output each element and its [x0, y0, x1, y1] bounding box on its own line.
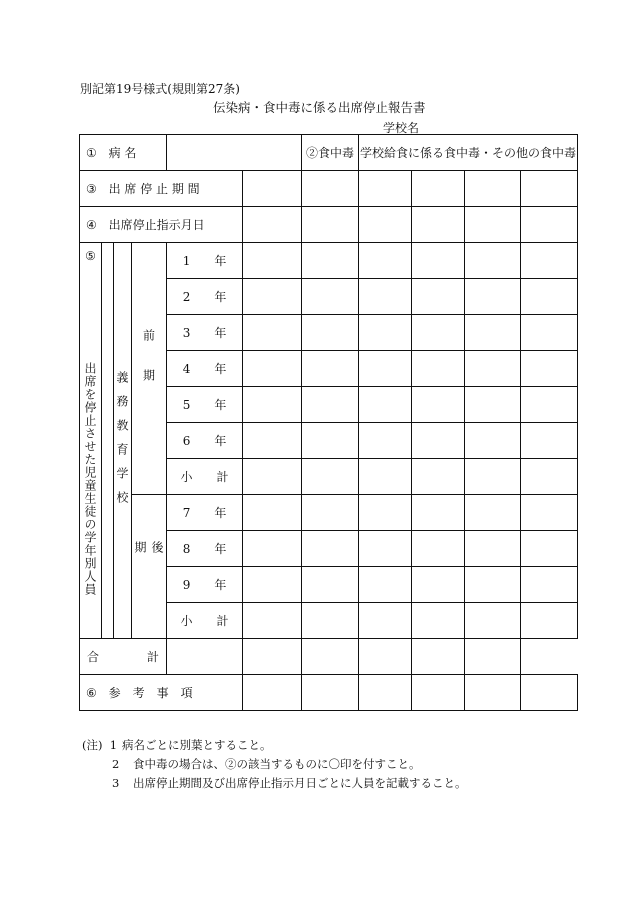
data-cell[interactable]: [243, 351, 302, 387]
data-cell[interactable]: [521, 495, 578, 531]
students-by-grade-label: 出席を停止させた児童生徒の学年別人員: [83, 362, 97, 596]
data-cell[interactable]: [243, 171, 302, 207]
data-cell[interactable]: [359, 171, 412, 207]
data-cell[interactable]: [302, 315, 359, 351]
food-poisoning-label: ②食中毒: [302, 135, 359, 171]
subtotal-label: 小 計: [167, 603, 243, 639]
row-suspension-period: [80, 171, 578, 207]
row-number: ③: [86, 182, 97, 196]
data-cell[interactable]: [465, 279, 521, 315]
grade-label: 3 年: [167, 315, 243, 351]
row-total: [80, 639, 578, 675]
grade-label: 4 年: [167, 351, 243, 387]
data-cell[interactable]: [465, 603, 521, 639]
data-cell[interactable]: [412, 495, 465, 531]
section-five-cell: [80, 243, 102, 639]
data-cell[interactable]: [465, 459, 521, 495]
data-cell[interactable]: [412, 387, 465, 423]
row-remarks: [80, 675, 578, 711]
data-cell[interactable]: [465, 639, 521, 675]
data-cell[interactable]: [359, 315, 412, 351]
food-poisoning-type-label: 学校給食に係る食中毒・その他の食中毒: [359, 135, 578, 171]
data-cell[interactable]: [359, 567, 412, 603]
data-cell[interactable]: [465, 495, 521, 531]
data-cell[interactable]: [243, 207, 302, 243]
school-type-cell: [114, 243, 132, 639]
note-number: 3: [112, 776, 120, 790]
second-half-cell: [132, 495, 167, 639]
row-disease-name: [80, 135, 578, 171]
data-cell[interactable]: [412, 315, 465, 351]
note-item: [82, 736, 466, 755]
grade-label: 8 年: [167, 531, 243, 567]
data-cell[interactable]: [243, 531, 302, 567]
data-cell[interactable]: [412, 243, 465, 279]
row-number: ①: [86, 146, 97, 160]
data-cell[interactable]: [465, 243, 521, 279]
data-cell[interactable]: [243, 567, 302, 603]
data-cell[interactable]: [243, 675, 302, 711]
data-cell[interactable]: [302, 567, 359, 603]
disease-name-input[interactable]: [167, 135, 302, 171]
row-suspension-date: [80, 207, 578, 243]
data-cell[interactable]: [243, 279, 302, 315]
row-number: ⑤: [85, 249, 96, 263]
data-cell[interactable]: [412, 423, 465, 459]
page-title: 伝染病・食中毒に係る出席停止報告書: [213, 100, 426, 115]
data-cell[interactable]: [359, 675, 412, 711]
data-cell[interactable]: [359, 207, 412, 243]
notes: [82, 736, 466, 793]
data-cell[interactable]: [521, 567, 578, 603]
data-cell[interactable]: [359, 351, 412, 387]
row-number: ④: [86, 218, 97, 232]
data-cell[interactable]: [302, 171, 359, 207]
data-cell[interactable]: [302, 243, 359, 279]
data-cell[interactable]: [302, 351, 359, 387]
first-half-label: 前期: [141, 328, 156, 409]
note-item: [82, 755, 466, 774]
data-cell[interactable]: [302, 675, 359, 711]
disease-name-label: 病 名: [108, 146, 137, 160]
data-cell[interactable]: [465, 315, 521, 351]
grade-label: 6 年: [167, 423, 243, 459]
grade-label: 5 年: [167, 387, 243, 423]
note-number: 2: [112, 757, 120, 771]
row-grade: [80, 243, 578, 279]
data-cell[interactable]: [521, 351, 578, 387]
data-cell[interactable]: [412, 567, 465, 603]
data-cell[interactable]: [465, 531, 521, 567]
data-cell[interactable]: [302, 495, 359, 531]
data-cell[interactable]: [302, 423, 359, 459]
data-cell[interactable]: [521, 459, 578, 495]
total-label: 合 計: [80, 639, 167, 675]
grade-label: 1 年: [167, 243, 243, 279]
row-number: ⑥: [86, 686, 97, 700]
data-cell[interactable]: [412, 675, 465, 711]
data-cell[interactable]: [412, 639, 465, 675]
data-cell[interactable]: [359, 531, 412, 567]
data-cell[interactable]: [521, 315, 578, 351]
data-cell[interactable]: [359, 639, 412, 675]
data-cell[interactable]: [359, 279, 412, 315]
data-cell[interactable]: [302, 279, 359, 315]
data-cell[interactable]: [465, 423, 521, 459]
data-cell[interactable]: [412, 279, 465, 315]
note-text: 出席停止期間及び出席停止指示月日ごとに人員を記載すること。: [132, 776, 467, 790]
data-cell[interactable]: [465, 567, 521, 603]
data-cell[interactable]: [521, 207, 578, 243]
second-half-label: 後期: [133, 540, 164, 593]
note-text: 病名ごとに別葉とすること。: [122, 738, 272, 752]
data-cell[interactable]: [167, 639, 243, 675]
data-cell[interactable]: [359, 387, 412, 423]
data-cell[interactable]: [465, 207, 521, 243]
subtotal-label: 小 計: [167, 459, 243, 495]
data-cell[interactable]: [243, 243, 302, 279]
data-cell[interactable]: [521, 243, 578, 279]
data-cell[interactable]: [412, 459, 465, 495]
data-cell[interactable]: [302, 639, 359, 675]
data-cell[interactable]: [302, 459, 359, 495]
data-cell[interactable]: [243, 387, 302, 423]
data-cell[interactable]: [243, 459, 302, 495]
data-cell[interactable]: [412, 531, 465, 567]
data-cell[interactable]: [359, 603, 412, 639]
data-cell[interactable]: [243, 639, 302, 675]
school-name-label: 学校名: [383, 121, 420, 135]
note-text: 食中毒の場合は、②の該当するものに〇印を付すこと。: [132, 757, 421, 771]
suspension-date-label: 出席停止指示月日: [108, 218, 205, 232]
compulsory-school-label: 義務教育学校: [115, 371, 129, 515]
data-cell[interactable]: [521, 279, 578, 315]
suspension-period-label: 出 席 停 止 期 間: [108, 182, 200, 196]
remarks-label: 参 考 事 項: [108, 686, 193, 700]
row-grade: [80, 495, 578, 531]
data-cell[interactable]: [521, 675, 578, 711]
data-cell[interactable]: [302, 207, 359, 243]
grade-label: 7 年: [167, 495, 243, 531]
data-cell[interactable]: [359, 459, 412, 495]
data-cell[interactable]: [243, 603, 302, 639]
report-table: [79, 134, 578, 711]
data-cell[interactable]: [465, 387, 521, 423]
data-cell[interactable]: [412, 603, 465, 639]
grade-label: 9 年: [167, 567, 243, 603]
data-cell[interactable]: [412, 207, 465, 243]
data-cell[interactable]: [521, 171, 578, 207]
data-cell[interactable]: [302, 603, 359, 639]
notes-prefix: (注): [82, 738, 103, 752]
grade-label: 2 年: [167, 279, 243, 315]
data-cell[interactable]: [521, 531, 578, 567]
data-cell[interactable]: [359, 243, 412, 279]
data-cell[interactable]: [359, 423, 412, 459]
data-cell[interactable]: [465, 351, 521, 387]
first-half-cell: [132, 243, 167, 495]
data-cell[interactable]: [521, 387, 578, 423]
data-cell[interactable]: [521, 423, 578, 459]
data-cell[interactable]: [465, 675, 521, 711]
note-number: 1: [109, 738, 118, 752]
data-cell[interactable]: [302, 387, 359, 423]
data-cell[interactable]: [302, 531, 359, 567]
data-cell[interactable]: [412, 351, 465, 387]
data-cell[interactable]: [243, 315, 302, 351]
data-cell[interactable]: [359, 495, 412, 531]
note-item: [82, 774, 466, 793]
form-reference: 別記第19号様式(規則第27条): [80, 82, 240, 96]
data-cell[interactable]: [521, 603, 578, 639]
data-cell[interactable]: [243, 495, 302, 531]
data-cell[interactable]: [412, 171, 465, 207]
data-cell[interactable]: [243, 423, 302, 459]
data-cell[interactable]: [465, 171, 521, 207]
